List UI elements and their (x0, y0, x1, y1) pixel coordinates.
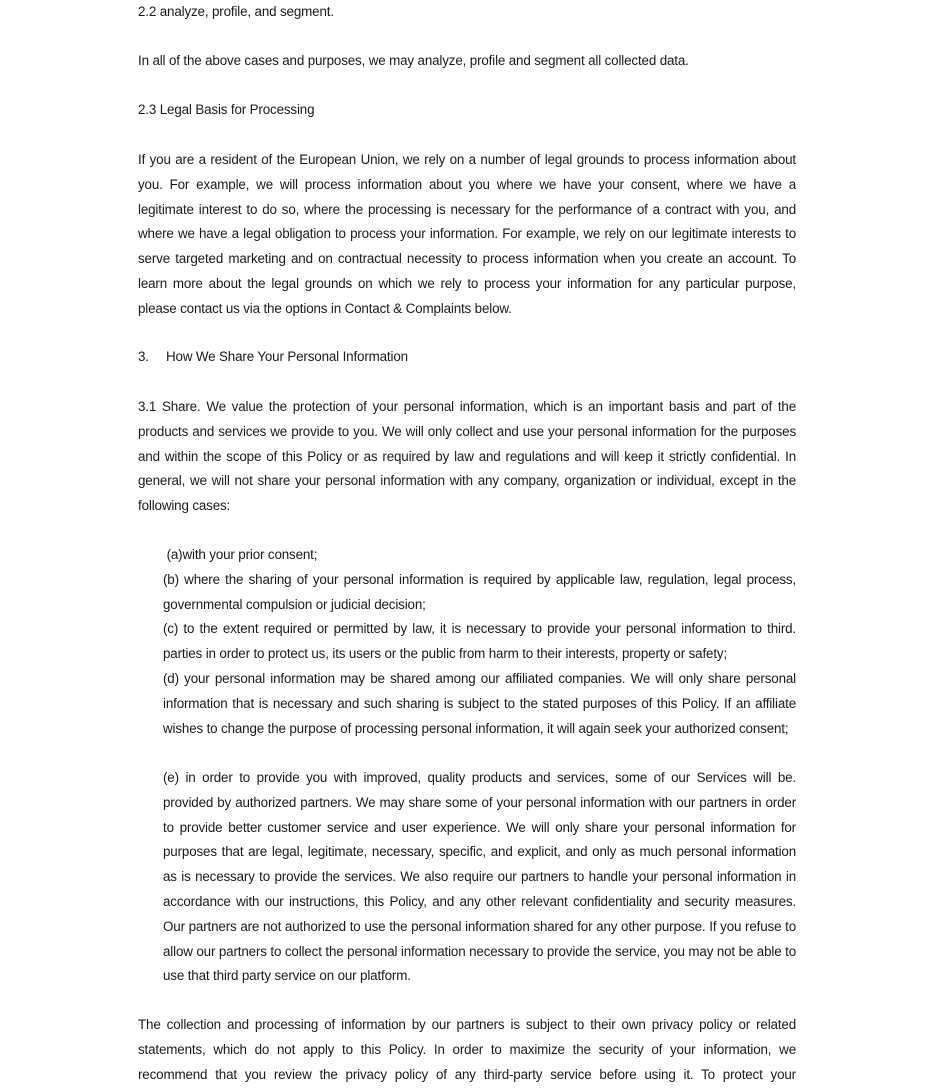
heading-3-title: How We Share Your Personal Information (166, 349, 408, 364)
case-b: (b) where the sharing of your personal information is required by applicable law, regulation, legal process, governmental compulsion or judicial decision; (163, 572, 796, 612)
heading-2-3-legal-basis: 2.3 Legal Basis for Processing (138, 102, 315, 117)
legal-basis-paragraph: If you are a resident of the European Union, we rely on a number of legal grounds to process information about you. For example, we will process information about you where we have your consent, where we have a legitimate interest to do so, where the processing is necessary for the performance of a contract with you, and where we have a legal obligation to process your information. For example, we rely on our legitimate interests to serve targeted marketing and on contractual necessity to process information when you create an account. To learn more about the legal grounds on which we rely to process your information for any particular purpose, please contact us via the options in Contact & Complaints below. (138, 152, 796, 316)
case-c: (c) to the extent required or permitted by law, it is necessary to provide your personal information to third. parties in order to protect us, its users or the public from harm to their interests, property or safety; (163, 621, 796, 661)
heading-3-number: 3. (138, 349, 149, 364)
case-d: (d) your personal information may be shared among our affiliated companies. We will only share personal information that is necessary and such sharing is subject to the stated purposes of this Policy. If an affiliate wishes to change the purpose of processing personal information, it will again seek your authorized consent; (163, 671, 796, 736)
section-3-1-paragraph: 3.1 Share. We value the protection of your personal information, which is an important basis and part of the products and services we provide to you. We will only collect and use your personal information for the purposes and within the scope of this Policy or as required by law and regulations and will keep it strictly confidential. In general, we will not share your personal information with any company, organization or individual, except in the following cases: (138, 399, 796, 514)
heading-3-how-we-share (138, 345, 796, 370)
case-a: (a)with your prior consent; (163, 547, 318, 562)
case-e: (e) in order to provide you with improved, quality products and services, some of our Services will be. provided by authorized partners. We may share some of your personal information with our partners in order to provide better customer service and user experience. We will only share your personal information for purposes that are legal, legitimate, necessary, specific, and explicit, and only as much personal information as is necessary to provide the services. We also require our partners to handle your personal information in accordance with our instructions, this Policy, and any other relevant confidentiality and security measures. Our partners are not authorized to use the personal information shared for any other purpose. If you refuse to allow our partners to collect the personal information necessary to provide the service, you may not be able to use that third party service on our platform. (163, 770, 796, 984)
section-2-2-text: 2.2 analyze, profile, and segment. (138, 4, 334, 19)
partners-paragraph: The collection and processing of information by our partners is subject to their own privacy policy or related statements, which do not apply to this Policy. In order to maximize the security of your information, we recommend that you review the privacy policy of any third-party service before using it. To protect your (138, 1017, 796, 1082)
analyze-paragraph: In all of the above cases and purposes, we may analyze, profile and segment all collected data. (138, 53, 689, 68)
